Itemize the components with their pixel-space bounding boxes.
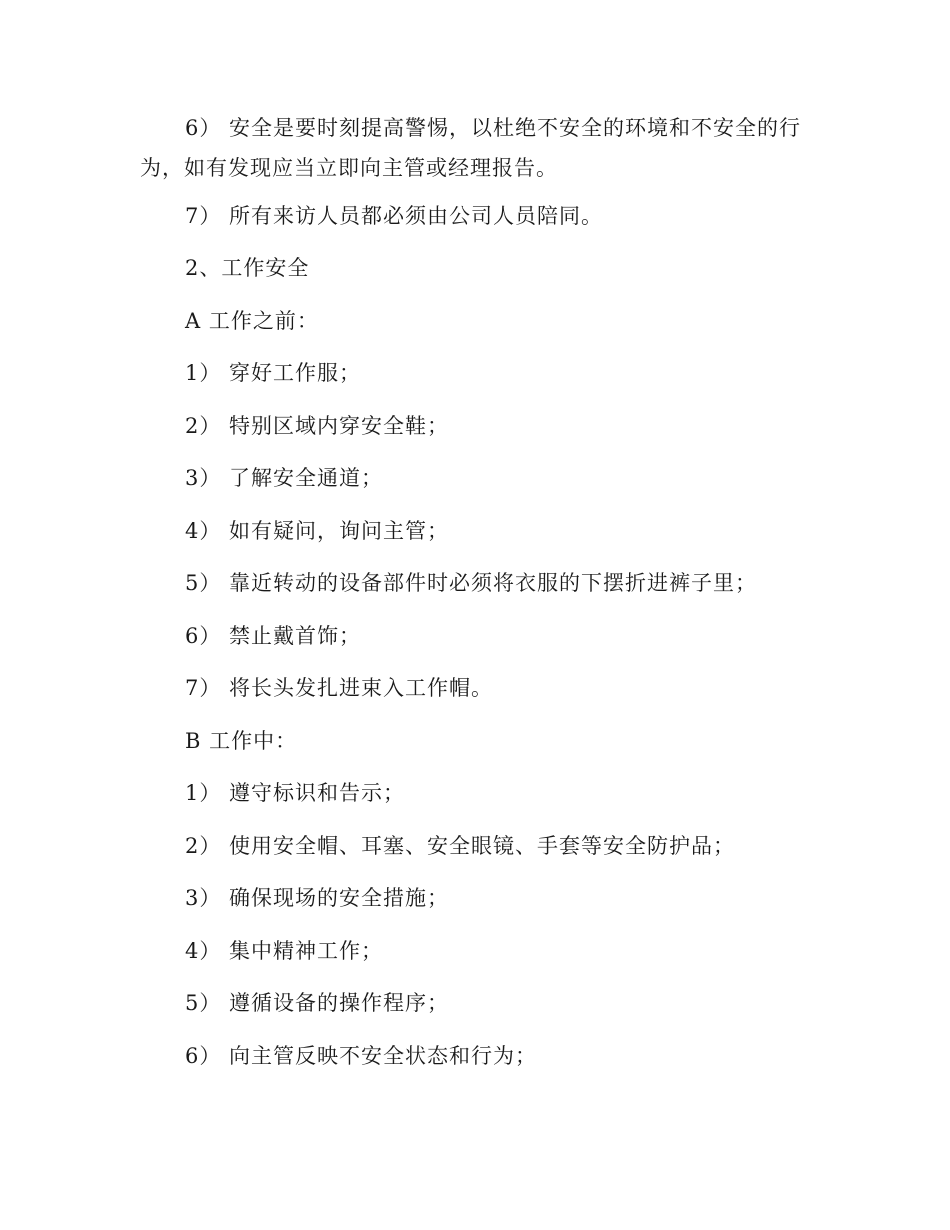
item-number: 1） (185, 781, 222, 805)
item-text: 特别区域内穿安全鞋； (229, 414, 449, 438)
item-text: 确保现场的安全措施； (229, 886, 449, 910)
section-heading-work-safety: 2、工作安全 (185, 256, 310, 280)
item-text: 遵循设备的操作程序； (229, 991, 449, 1015)
item-number: 2） (185, 414, 222, 438)
list-item (185, 563, 810, 603)
item-number: 3） (185, 886, 222, 910)
item-number: 5） (185, 571, 222, 595)
item-number: 1） (185, 361, 222, 385)
item-text-continuation: 为，如有发现应当立即向主管或经理报告。 (140, 156, 558, 180)
item-number: 5） (185, 991, 222, 1015)
item-text: 禁止戴首饰； (229, 624, 361, 648)
list-item (185, 931, 810, 971)
item-text: 遵守标识和告示； (229, 781, 405, 805)
list-item (185, 826, 810, 866)
list-item (185, 983, 810, 1023)
item-text: 将长头发扎进束入工作帽。 (229, 676, 493, 700)
item-number: 7） (185, 204, 222, 228)
item-text: 安全是要时刻提高警惕，以杜绝不安全的环境和不安全的行 (229, 116, 801, 140)
list-item (185, 353, 810, 393)
list-item-visitors (185, 196, 810, 236)
list-item (185, 406, 810, 446)
item-number: 4） (185, 939, 222, 963)
list-item (185, 773, 810, 813)
list-item (185, 511, 810, 551)
item-number: 6） (185, 624, 222, 648)
list-item (185, 1036, 810, 1076)
list-item (185, 878, 810, 918)
list-item (185, 668, 810, 708)
item-number: 6） (185, 1044, 222, 1068)
item-number: 7） (185, 676, 222, 700)
item-text: 使用安全帽、耳塞、安全眼镜、手套等安全防护品； (229, 834, 735, 858)
item-text: 向主管反映不安全状态和行为； (229, 1044, 537, 1068)
list-item (185, 616, 810, 656)
item-text: 穿好工作服； (229, 361, 361, 385)
item-text: 靠近转动的设备部件时必须将衣服的下摆折进裤子里； (229, 571, 757, 595)
subsection-heading-before-work: A 工作之前： (185, 309, 319, 333)
item-number: 6） (185, 116, 222, 140)
item-number: 3） (185, 466, 222, 490)
item-text: 了解安全通道； (229, 466, 383, 490)
item-text: 如有疑问，询问主管； (229, 519, 449, 543)
list-item-safety-alert (140, 108, 810, 188)
item-text: 集中精神工作； (229, 939, 383, 963)
item-text: 所有来访人员都必须由公司人员陪同。 (229, 204, 603, 228)
item-number: 4） (185, 519, 222, 543)
list-item (185, 458, 810, 498)
subsection-heading-during-work: B 工作中： (185, 729, 298, 753)
item-number: 2） (185, 834, 222, 858)
